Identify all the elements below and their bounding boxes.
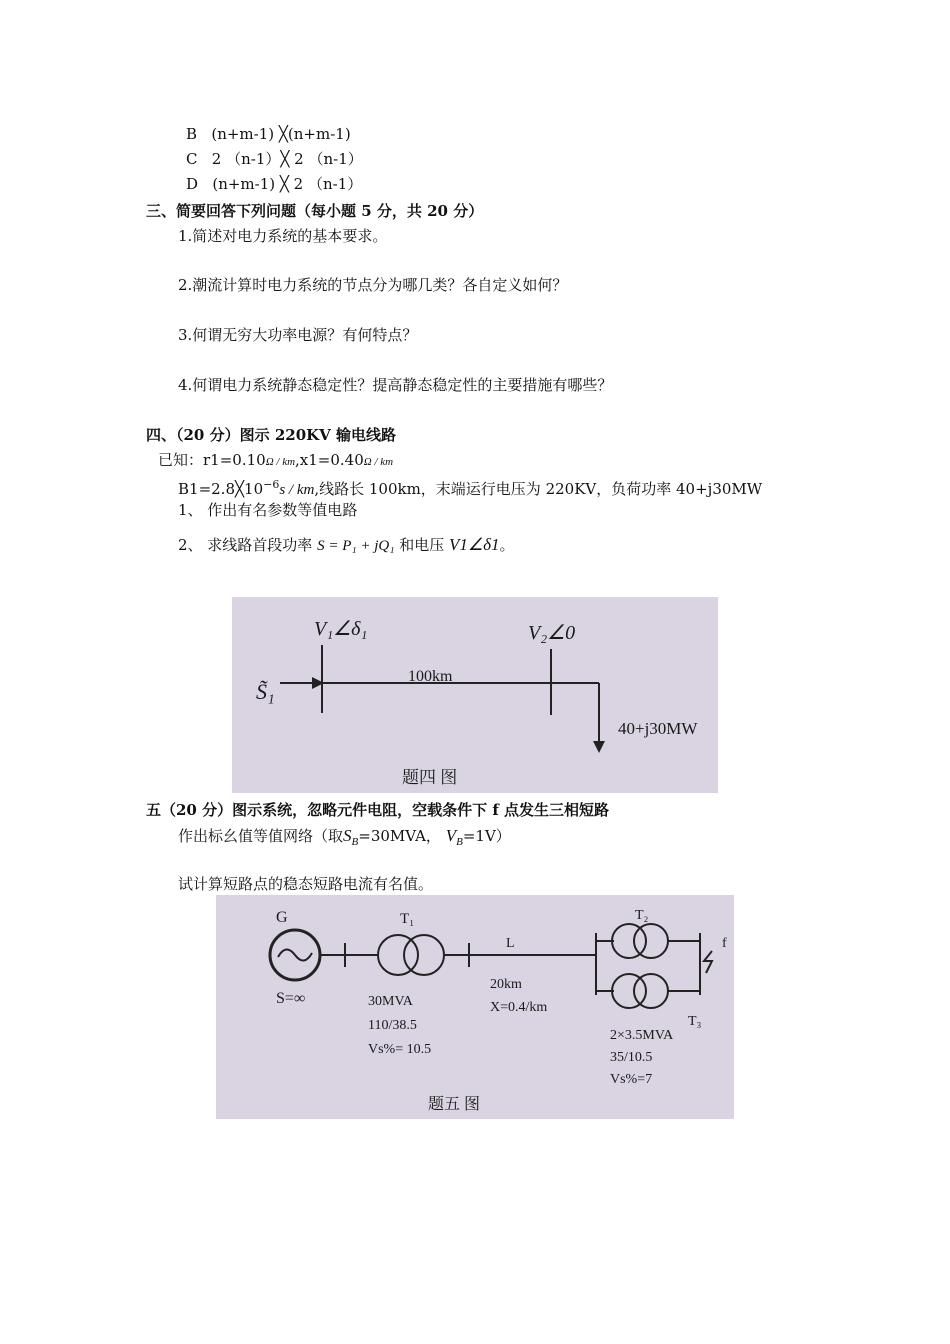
task-1: 1、 作出有名参数等值电路 [178,501,358,519]
option-b: B (n+m-1) ╳(n+m-1) [186,125,351,143]
question-2: 2.潮流计算时电力系统的节点分为哪几类？各自定义如何？ [178,276,568,294]
l-label: L [506,936,515,951]
t1-winding-1 [378,935,418,975]
question-1: 1.简述对电力系统的基本要求。 [178,227,388,245]
section3-title: 三、简要回答下列问题（每小题 5 分，共 20 分） [146,202,484,220]
task-2: 2、 求线路首段功率 S = P₁ + jQ₁ 和电压 V1∠δ1。 [178,535,515,554]
voltage-formula: V1∠δ1 [449,535,500,554]
g-spec: S=∞ [276,990,306,1007]
t1-label: T₁ [400,911,415,927]
t1-spec-3: Vs%= 10.5 [368,1042,432,1057]
option-c: C 2 （n-1）╳ 2 （n-1） [186,150,363,168]
fault-icon [704,951,712,973]
figure-4 [232,597,718,793]
l-spec-2: X=0.4/km [490,1000,548,1015]
t23-spec-2: 35/10.5 [610,1050,653,1065]
t23-spec-3: Vs%=7 [610,1072,653,1087]
t1-spec-2: 110/38.5 [368,1018,417,1033]
v1-label: V₁∠δ₁ [314,618,368,640]
section5-line2: 试计算短路点的稳态短路电流有名值。 [178,875,434,893]
question-3: 3.何谓无穷大功率电源？有何特点？ [178,326,418,344]
figure4-caption: 题四 图 [402,768,458,787]
section5-title: 五（20 分）图示系统，忽略元件电阻，空载条件下 f 点发生三相短路 [146,801,609,819]
question-4: 4.何谓电力系统静态稳定性？提高静态稳定性的主要措施有哪些？ [178,376,613,394]
f-label: f [722,936,727,951]
t2-winding-1 [612,924,646,958]
v2-label: V₂∠0 [528,622,576,644]
t3-winding-1 [612,974,646,1008]
figure5-caption: 题五 图 [428,1096,481,1113]
figure-5 [216,895,734,1119]
s1-label: S̃₁ [256,679,275,704]
option-d: D (n+m-1) ╳ 2 （n-1） [186,175,363,193]
power-formula: S = P₁ + jQ₁ [317,538,395,554]
b1-params: $B1=2.8╳10^{-6}s$ / km,线路长 100km，末端运行电压为 220KV，负荷功率 40+j30MW [178,478,763,498]
load-label: 40+j30MW [618,719,698,738]
t1-winding-2 [404,935,444,975]
section4-title: 四、（20 分）图示 220KV 输电线路 [146,426,397,444]
t23-spec-1: 2×3.5MVA [610,1028,674,1043]
t2-label: T₂ [635,908,649,923]
sine-icon [278,949,312,960]
length-label: 100km [408,668,453,685]
t2-winding-2 [634,924,668,958]
g-label: G [276,909,288,926]
t1-spec-1: 30MVA [368,994,413,1009]
l-spec-1: 20km [490,977,522,992]
t3-winding-2 [634,974,668,1008]
load-arrow-icon [593,741,605,753]
section5-line1: 作出标幺值等值网络（取$S_B=30MVA$， $V_B=1V$） [178,826,511,848]
t3-label: T₃ [688,1014,702,1029]
known-params: 已知：r1=0.10Ω / km,x1=0.40Ω / km [158,451,394,469]
